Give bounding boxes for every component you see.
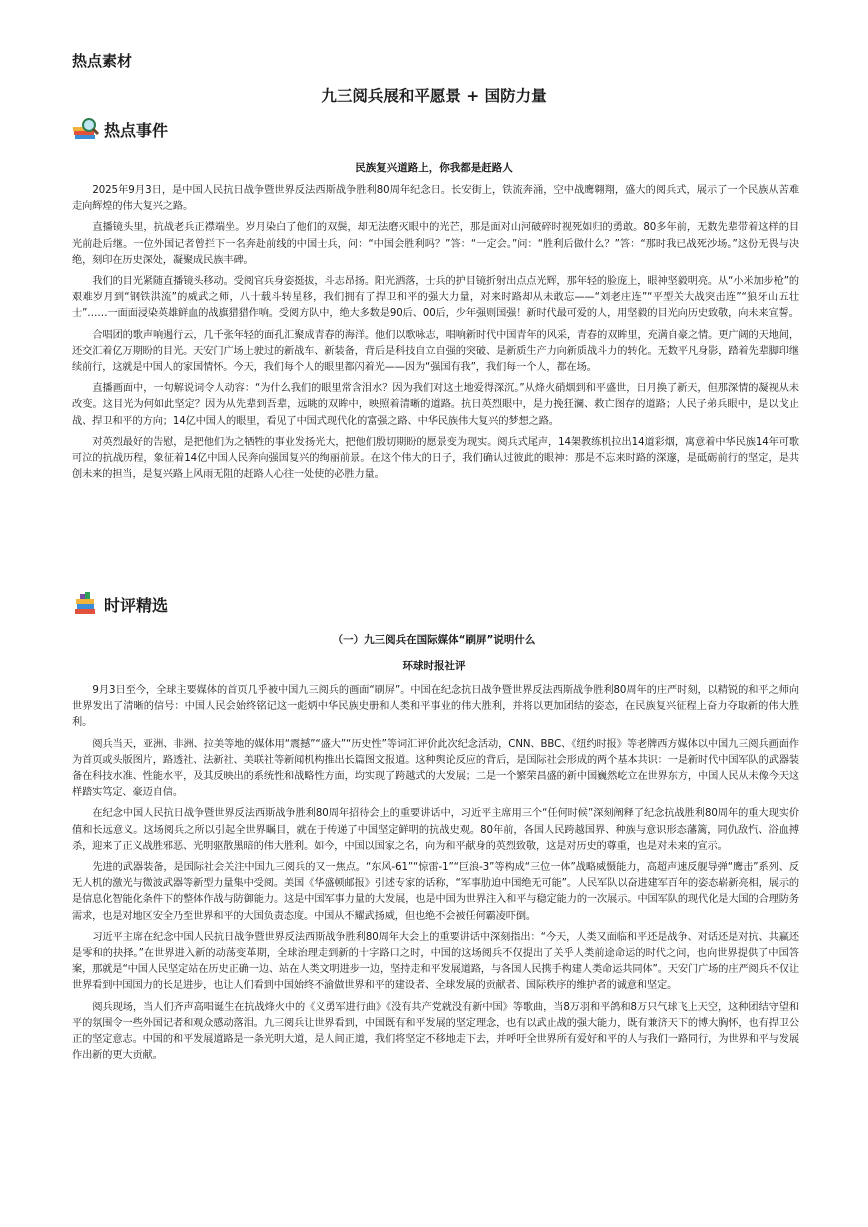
article-title: 民族复兴道路上，你我都是赶路人: [355, 162, 513, 174]
book-magnifier-icon: [72, 116, 100, 142]
paragraph: 先进的武器装备，是国际社会关注中国九三阅兵的又一焦点。“东风-61”“惊雷-1”“巨浪-3”等构成“三位一体”战略威慑能力，高超声速反舰导弹“鹰击”系列、反无人机的激光与微波武器等新型力量集中受阅。美国《华盛顿邮报》引述专家的话称，“军事肋迫中国绝无可能”。人民军队以奋进建军百年的姿态崭新亮相，展示的是信息化智能化条件下的整体作战与防御能力。这是中国军事力量的大发展，也是中国为世界注入和平与稳定能力的一次展示。中国军队的现代化是大国的合理防务需求，也是对地区安全乃至世界和平的大国负责态度。中国从不耀武扬威，但也绝不会被任何霸凌吓倒。: [72, 862, 799, 922]
page-title: 九三阅兵展和平愿景 + 国防力量: [321, 87, 547, 105]
paragraph: 我们的目光紧随直播镜头移动。受阅官兵身姿挺拔，斗志昂扬。阳光洒落，士兵的护目镜折射出点点光辉，那年轻的脸庞上，眼神坚毅明亮。从“小米加步枪”的艰难岁月到“钢铁洪流”的威武之师，八十载斗转星移，我们拥有了捍卫和平的强大力量，对来时路却从未敢忘——“刘老庄连”“平型关大战突击连”“狼牙山五壮士”……一面面浸染英雄鲜血的战旗猎猎作响。受阅方队中，绝大多数是90后、00后，少年强则国强！新时代最可爱的人，用坚毅的目光向历史致敬，向未来宣誓。: [72, 276, 799, 320]
section-header-commentary: [72, 589, 168, 619]
paragraph: 直播镜头里，抗战老兵正襟端坐。岁月染白了他们的双鬓，却无法磨灭眼中的光芒，那是面对山河破碎时视死如归的勇敢。80多年前，无数先辈带着这样的目光前赴后继。一位外国记者曾拦下一名奔赴前线的中国士兵，问：“中国会胜利吗？”答：“一定会。”问：“胜利后做什么？”答：“那时我已战死沙场。”这份无畏与决绝，刻印在历史深处，凝聚成民族丰碑。: [72, 222, 799, 266]
paragraph: 直播画面中，一句解说词令人动容：“为什么我们的眼里常含泪水？因为我们对这土地爱得深沉。”从烽火硝烟到和平盛世，日月换了新天，但那深情的凝视从未改变。这目光为何如此坚定？因为从先辈到吾辈，远眺的双眸中，映照着清晰的道路。抗日英烈眼中，是力挽狂澜、救亡图存的道路；人民子弟兵眼中，是以戈止战、捍卫和平的方向；14亿中国人的眼里，看见了中国式现代化的富强之路、中华民族伟大复兴的梦想之路。: [72, 383, 799, 427]
paragraph: 2025年9月3日，是中国人民抗日战争暨世界反法西斯战争胜利80周年纪念日。长安街上，铁流奔涌，空中战鹰翱翔，盛大的阅兵式，展示了一个民族从苦难走向辉煌的伟大复兴之路。: [72, 185, 799, 213]
paragraph: 对英烈最好的告慰，是把他们为之牺牲的事业发扬光大，把他们殷切期盼的愿景变为现实。阅兵式尾声，14架教练机拉出14道彩烟，寓意着中华民族14年可歌可泣的抗战历程，象征着14亿中国人民奔向强国复兴的绚丽前景。在这个伟大的日子，我们确认过彼此的眼神：那是不忘来时路的深邃，是砥砺前行的坚定，是共创未来的担当，是复兴路上风雨无阻的赶路人心往一处使的必胜力量。: [72, 436, 799, 481]
section-header-hot-event: [72, 114, 168, 144]
article-body: [72, 183, 799, 488]
article-source: 环球时报社评: [402, 660, 466, 672]
paragraph: 在纪念中国人民抗日战争暨世界反法西斯战争胜利80周年招待会上的重要讲话中，习近平主席用三个“任何时候”深刻阐释了纪念抗战胜利80周年的重大现实价值和长远意义。这场阅兵之所以引起全世界瞩目，就在于传递了中国坚定鲜明的抗战史观。80年前，各国人民跨越国界、种族与意识形态藩篱，同仇敌忾、浴血搏杀，迎来了正义战胜邪恶、光明驱散黑暗的伟大胜利。如今，中国以国家之名，向为和平献身的英烈致敬，这是对历史的尊重，也是对未来的宣示。: [72, 808, 799, 852]
paragraph: 习近平主席在纪念中国人民抗日战争暨世界反法西斯战争胜利80周年大会上的重要讲话中深刻指出：“今天，人类又面临和平还是战争、对话还是对抗、共赢还是零和的抉择。”在世界进入新的动荡变革期，全球治理走到新的十字路口之时，中国的这场阅兵不仅提出了关乎人类前途命运的时代之问，也向世界提供了中国答案，那就是“中国人民坚定站在历史正确一边、站在人类文明进步一边，坚持走和平发展道路，与各国人民携手构建人类命运共同体”。天安门广场的庄严阅兵不仅让世界看到中国国力的长足进步，也让人们看到中国始终不渝做世界和平的建设者、全球发展的贡献者、国际秩序的维护者的诚意和坚定。: [72, 931, 799, 992]
section-title: 时评精选: [104, 595, 169, 615]
article-body: [72, 683, 799, 1069]
article-title: （一）九三阅兵在国际媒体“刷屏”说明什么: [332, 634, 536, 646]
category-label: 热点素材: [72, 52, 133, 70]
section-title: 热点事件: [104, 120, 169, 140]
paragraph: 合唱团的歌声响遏行云，几千张年轻的面孔汇聚成青春的海洋。他们以歌咏志，唱响新时代中国青年的风采，青春的双眸里，充满自豪之情。更广阔的天地间，还交汇着亿万期盼的目光。天安门广场上驶过的新战车、新装备，背后是科技自立自强的突破、是新质生产力向新质战斗力的转化。无数平凡身影，踏着先辈脚印继续前行，这就是中国人的家国情怀。今天，我们每个人的眼里都闪着光——因为“强国有我”，我们每一个人，都在场。: [72, 329, 799, 374]
books-stack-icon: [72, 591, 100, 617]
paragraph: 9月3日至今，全球主要媒体的首页几乎被中国九三阅兵的画面“刷屏”。中国在纪念抗日战争暨世界反法西斯战争胜利80周年的庄严时刻，以精锐的和平之师向世界发出了清晰的信号：中国人民会始终铭记这一彪炳中华民族史册和人类和平事业的伟大胜利，并将以更加团结的姿态，在民族复兴征程上奋力夺取新的伟大胜利。: [72, 685, 799, 729]
paragraph: 阅兵现场，当人们齐声高唱诞生在抗战烽火中的《义勇军进行曲》《没有共产党就没有新中国》等歌曲，当8万羽和平鸽和8万只气球飞上天空，这种团结守望和平的氛围令一些外国记者和观众感动落泪。九三阅兵让世界看到，中国既有和平发展的坚定理念，也有以武止战的强大能力，既有兼济天下的博大胸怀，也有捍卫公正的坚定意志。中国的和平发展道路是一条光明大道，是人间正道，我们将坚定不移地走下去，并呼吁全世界所有爱好和平的人与我们一路同行，为世界和平与发展作出新的更大贡献。: [72, 1001, 799, 1062]
paragraph: 阅兵当天，亚洲、非洲、拉美等地的媒体用“震撼”“盛大”“历史性”等词汇评价此次纪念活动，CNN、BBC、《纽约时报》等老牌西方媒体以中国九三阅兵画面作为首页或头版图片，路透社、法新社、美联社等新闻机构推出长篇图文报道。这种舆论反应的背后，是国际社会形成的两个基本共识：一是新时代中国军队的武器装备在科技水准、性能水平，及其反映出的系统性和战略性方面，均实现了跨越式的大发展；二是一个繁荣昌盛的新中国巍然屹立在世界东方，中国人民从未像今天这样踏实笃定、豪迈自信。: [72, 738, 799, 799]
